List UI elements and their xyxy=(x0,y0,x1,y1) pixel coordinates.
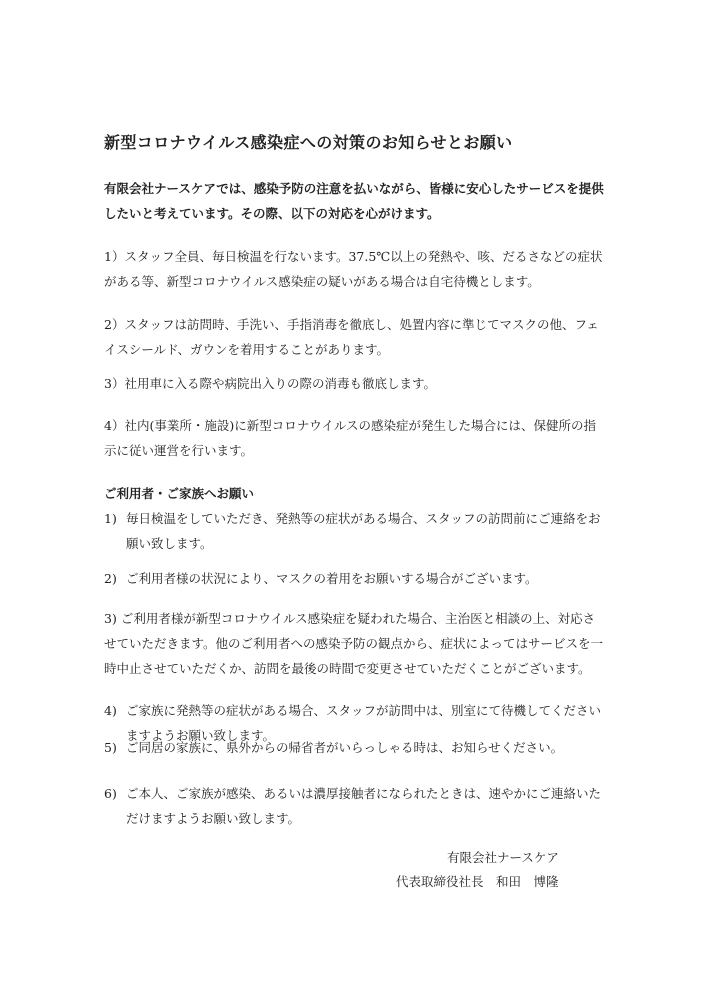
request-item-1 xyxy=(104,506,604,556)
request-number: 2) xyxy=(104,571,117,586)
measure-item-4: 4）社内(事業所・施設)に新型コロナウイルスの感染症が発生した場合には、保健所の指示に従い運営を行います。 xyxy=(104,418,596,458)
requests-heading: ご利用者・ご家族へお願い xyxy=(104,486,255,501)
intro-paragraph: 有限会社ナースケアでは、感染予防の注意を払いながら、皆様に安心したサービスを提供したいと考えています。その際、以下の対応を心がけます。 xyxy=(104,181,604,221)
request-text: ご家族に発熱等の症状がある場合、スタッフが訪問中は、別室にて待機してくださいますようお願い致します。 xyxy=(126,703,602,743)
representative-name: 代表取締役社長 和田 博隆 xyxy=(396,874,559,889)
request-text: ご同居の家族に、県外からの帰省者がいらっしゃる時は、お知らせください。 xyxy=(126,740,564,755)
measure-item-1: 1）スタッフ全員、毎日検温を行ないます。37.5℃以上の発熱や、咳、だるさなどの症状がある等、新型コロナウイルス感染症の疑いがある場合は自宅待機とします。 xyxy=(104,249,603,289)
request-item-5 xyxy=(104,735,604,760)
request-item-3 xyxy=(104,606,604,681)
request-text: ご利用者様の状況により、マスクの着用をお願いする場合がございます。 xyxy=(126,571,538,586)
company-name: 有限会社ナースケア xyxy=(447,850,559,865)
page-title: 新型コロナウイルス感染症への対策のお知らせとお願い xyxy=(104,133,513,152)
measure-item-3: 3）社用車に入る際や病院出入りの際の消毒も徹底します。 xyxy=(104,376,436,391)
request-number: 4) xyxy=(104,703,117,718)
request-number: 3) xyxy=(104,611,117,626)
request-number: 6) xyxy=(104,786,117,801)
request-number: 5) xyxy=(104,740,117,755)
request-item-2 xyxy=(104,566,604,591)
measure-item-2: 2）スタッフは訪問時、手洗い、手指消毒を徹底し、処置内容に準じてマスクの他、フェイスシールド、ガウンを着用することがあります。 xyxy=(104,317,599,357)
request-number: 1) xyxy=(104,511,117,526)
request-text: ご本人、ご家族が感染、あるいは濃厚接触者になられたときは、速やかにご連絡いただけますようお願い致します。 xyxy=(126,786,602,826)
request-text: ご利用者様が新型コロナウイルス感染症を疑われた場合、主治医と相談の上、対応させていただきます。他のご利用者への感染予防の観点から、症状によってはサービスを一時中止させていただくか、訪問を最後の時間で変更させていただくことがございます。 xyxy=(104,611,604,676)
request-text: 毎日検温をしていただき、発熱等の症状がある場合、スタッフの訪問前にご連絡をお願い致します。 xyxy=(126,511,601,551)
request-item-6 xyxy=(104,781,604,831)
